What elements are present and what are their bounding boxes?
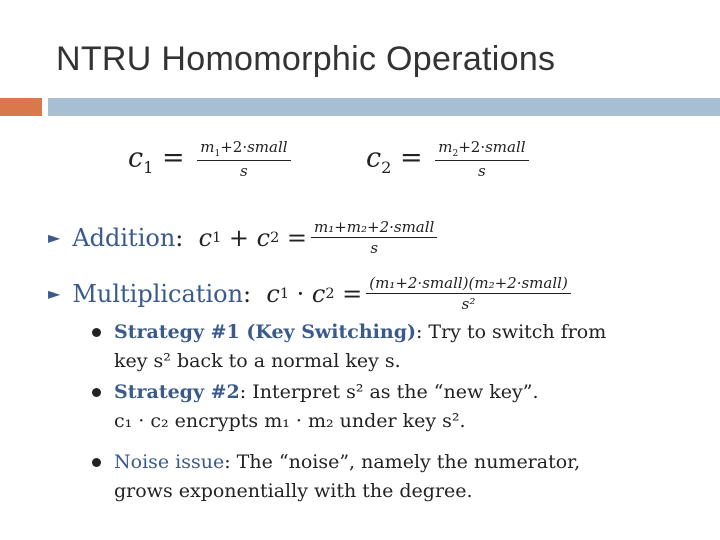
bullet-dot-icon [92, 388, 101, 397]
addition-label: Addition [72, 223, 176, 252]
bullet-addition: ► Addition : c 1 + c 2 = $\frac{\text{m₁+m₂+2·small}}{s}$ [48, 218, 441, 257]
slide-title: NTRU Homomorphic Operations [56, 40, 556, 78]
multiplication-label: Multiplication [72, 279, 244, 308]
noise-item [92, 448, 702, 506]
strategy2-label: Strategy #2 [114, 381, 240, 403]
accent-bar-blue [48, 98, 720, 116]
addition-denominator: s [370, 239, 379, 257]
strategy2-item [92, 378, 702, 436]
multiplication-numerator: (m₁+2·small)(m₂+2·small) [366, 274, 571, 294]
noise-label: Noise issue [114, 451, 225, 473]
triangle-bullet-icon: ► [48, 228, 61, 247]
noise-text-a: : The “noise”, namely the numerator, [224, 451, 581, 473]
addition-numerator: m₁+m₂+2·small [311, 218, 437, 238]
equation-c1: $c_1$ = $\frac{m_1+2\cdot small}{s}$ [128, 138, 295, 180]
noise-text-b: grows exponentially with the degree. [114, 480, 473, 502]
strategy1-text-a: : Try to switch from [415, 321, 607, 343]
strategy1-label: Strategy #1 (Key Switching) [114, 321, 416, 343]
strategy1-text-b: key s² back to a normal key s. [114, 350, 401, 372]
strategy2-text-b: c₁ · c₂ encrypts m₁ · m₂ under key s². [114, 410, 466, 432]
strategy2-text-a: : Interpret s² as the “new key”. [239, 381, 539, 403]
multiplication-denominator: s² [461, 295, 476, 313]
triangle-bullet-icon: ► [48, 284, 61, 303]
accent-bar-orange [0, 98, 42, 116]
bullet-dot-icon [92, 328, 101, 337]
equation-c2: $c_2$ = $\frac{m_2+2\cdot small}{s}$ [366, 138, 533, 180]
bullet-dot-icon [92, 458, 101, 467]
bullet-multiplication: ► Multiplication : c 1 · c 2 = $\frac{\text{(m₁+2·small)(m₂+2·small)}}{\text{s²}}$ [48, 274, 575, 313]
strategy1-item [92, 318, 702, 376]
